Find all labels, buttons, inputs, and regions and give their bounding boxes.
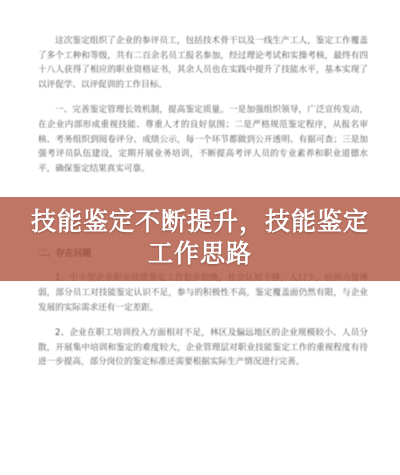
paragraph-problem-1: 弱，部分员工对技能鉴定认识不足，参与的积极性不高，鉴定覆盖面仍然有限，与企业发展的实际需求还有一定差距。 xyxy=(38,287,368,313)
paragraph-mechanism: 一、完善鉴定管理长效机制，提高鉴定质量。一是加强组织领导，广泛宣传发动，在企业内部形成重视技能、尊重人才的良好氛围；二是严格规范鉴定程序，从报名审核、考务组织到阅卷评分、成绩公示，每一个环节都做到公开透明、有据可查；三是加强考评员队伍建设，定期开展业务培训，不断提高考评人员的专业素养和职业道德水平，确保鉴定结果真实可靠。 xyxy=(38,105,368,174)
paragraph-intro: 这次鉴定组织了企业的参评员工，包括技术骨干以及一线生产工人，鉴定工作覆盖了多个工种和等级，共有二百余名员工报名参加，经过理论考试和实操考核，最终有四十八人获得了相应的职业资格证书，其余人员也在实践中提升了技能水平，基本实现了以评促学、以评促训的工作目标。 xyxy=(38,36,368,90)
banner-title-line-2: 工作思路 xyxy=(147,239,252,268)
banner-title-line-1: 技能鉴定不断提升，技能鉴定 xyxy=(30,207,369,236)
banner-title xyxy=(0,206,400,270)
paragraph-problem-2: 2、企业在职工培训投入方面相对不足，林区及偏远地区的企业规模较小、人员分散，开展集中培训和鉴定的难度较大，企业管理层对职业技能鉴定工作的重视程度有待进一步提高，部分岗位的鉴定标准还需要根据实际生产情况进行完善。 xyxy=(38,328,368,368)
